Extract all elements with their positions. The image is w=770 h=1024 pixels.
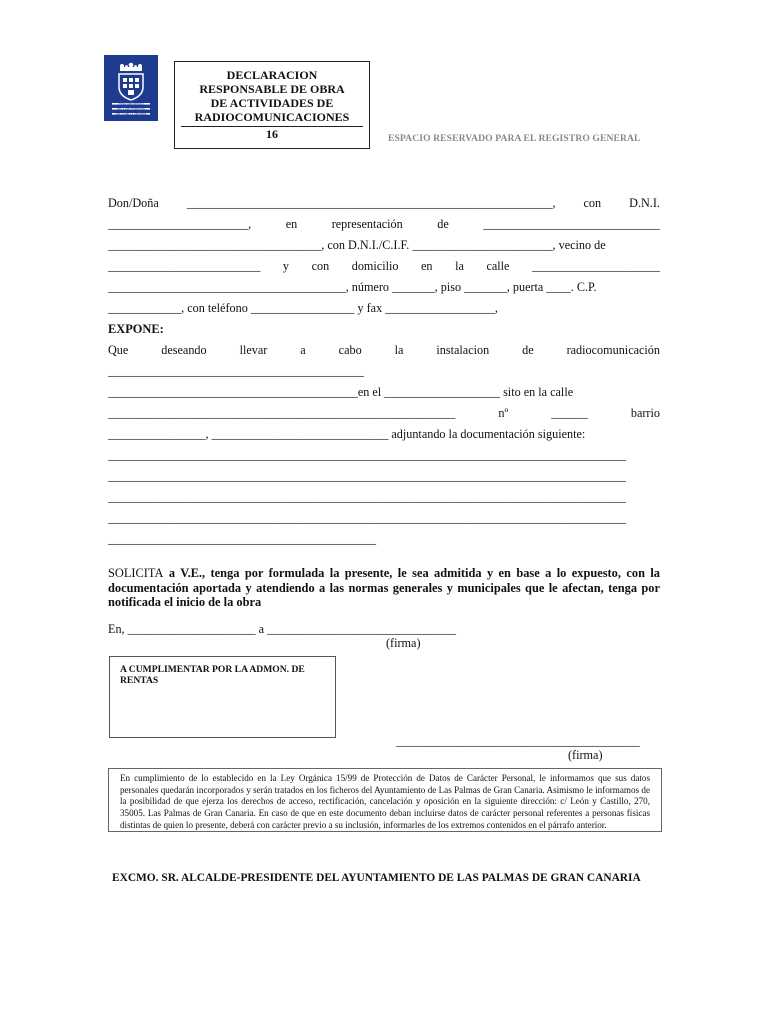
word: domicilio bbox=[351, 259, 399, 273]
word: en bbox=[421, 259, 433, 273]
form-line-street-number[interactable] bbox=[108, 406, 660, 421]
doc-blank-line-3[interactable] bbox=[108, 490, 660, 505]
blank[interactable]: _____________________________________________________________________________________ bbox=[108, 469, 626, 483]
name-blank[interactable]: ____________________________________________________________, bbox=[186, 196, 556, 210]
address-detail-text[interactable]: _______________________________________, número _______, piso _______, puerta ____. C.P. bbox=[108, 280, 597, 294]
form-line-cif[interactable] bbox=[108, 238, 660, 253]
street-blank[interactable]: _____________________ bbox=[532, 259, 660, 273]
blank[interactable]: _____________________________________________________________________________________ bbox=[108, 490, 626, 504]
place-date-line[interactable]: En, _____________________ a _______________________________ bbox=[108, 622, 457, 636]
word: llevar bbox=[239, 343, 268, 357]
word: radiocomunicación bbox=[566, 343, 660, 357]
installation-blank[interactable]: __________________________________________ bbox=[108, 364, 364, 378]
form-line-documentation[interactable] bbox=[108, 427, 660, 442]
data-protection-text: En cumplimiento de lo establecido en la Ley Orgánica 15/99 de Protección de Datos de Carácter Personal, le informamos que sus datos personales quedarán incorporados y serán tratados en los ficheros del Ayuntamiento de Las Palmas de Gran Canaria. Asimismo le informamos de la posibilidad de que ejerza los derechos de acceso, rectificación, cancelación y oposición en la siguiente dirección: c/ León y Castillo, 270, 35005. Las Palmas de Gran Canaria. En caso de que en este documento deban incluirse datos de carácter personal referentes a personas físicas distintas de quien lo presente, deberá con carácter previo a su inclusión, informarles de los extremos contenidos en el párrafo anterior. bbox=[120, 773, 650, 830]
form-line-location[interactable] bbox=[108, 385, 660, 400]
title-line-1: DECLARACION bbox=[226, 68, 318, 82]
label-dni: D.N.I. bbox=[629, 196, 660, 210]
word: a bbox=[300, 343, 306, 357]
word: la bbox=[455, 259, 464, 273]
word: y bbox=[282, 259, 289, 273]
number-blank[interactable]: ______ bbox=[551, 406, 588, 420]
word: calle bbox=[486, 259, 510, 273]
word: cabo bbox=[338, 343, 362, 357]
registry-reserved-label: ESPACIO RESERVADO PARA EL REGISTRO GENERAL bbox=[388, 133, 641, 144]
word: en bbox=[285, 217, 298, 231]
cif-line-text[interactable]: ___________________________________, con D.N.I./C.I.F. _______________________, vecino de bbox=[108, 238, 606, 252]
blank[interactable]: _____________________________________________________________________________________ bbox=[108, 448, 626, 462]
word: de bbox=[437, 217, 449, 231]
doc-blank-line-1[interactable] bbox=[108, 448, 660, 463]
label-don-dona: Don/Doña bbox=[108, 196, 159, 210]
admin-rentas-box[interactable] bbox=[109, 656, 336, 738]
word: la bbox=[394, 343, 404, 357]
word: nº bbox=[498, 406, 509, 420]
expone-heading: EXPONE: bbox=[108, 322, 164, 336]
solicita-text: a V.E., tenga por formulada la presente, le sea admitida y en base a lo expuesto, con la documentación aportada y atendiendo a las normas generales y municipales que le afectan, tenga por notificada el inicio de la obra bbox=[108, 566, 660, 609]
word: con bbox=[583, 196, 602, 210]
word: instalacion bbox=[436, 343, 490, 357]
form-line-address[interactable] bbox=[108, 259, 660, 274]
solicita-paragraph bbox=[108, 566, 660, 610]
doc-blank-line-2[interactable] bbox=[108, 469, 660, 484]
form-line-number[interactable] bbox=[108, 280, 660, 295]
logo-text: de Las Palmas bbox=[117, 106, 145, 111]
logo-text: Ayuntamiento bbox=[118, 101, 144, 106]
document-title-box bbox=[174, 61, 370, 149]
residence-blank[interactable]: _________________________ bbox=[108, 259, 261, 273]
word: deseando bbox=[161, 343, 207, 357]
signature-label-2: (firma) bbox=[568, 748, 603, 762]
word: de bbox=[522, 343, 534, 357]
word: con bbox=[311, 259, 330, 273]
street-blank[interactable]: _________________________________________________________ bbox=[108, 406, 456, 420]
title-line-4: RADIOCOMUNICACIONES bbox=[194, 110, 350, 124]
signature-label-1: (firma) bbox=[386, 636, 421, 650]
data-protection-notice bbox=[108, 768, 662, 832]
phone-fax-text[interactable]: ____________, con teléfono _________________ y fax __________________, bbox=[108, 301, 498, 315]
form-line-name[interactable] bbox=[108, 196, 660, 211]
city-logo bbox=[104, 55, 158, 121]
word: barrio bbox=[630, 406, 660, 420]
location-text[interactable]: _________________________________________en el ___________________ sito en la calle bbox=[108, 385, 574, 399]
word: Que bbox=[108, 343, 129, 357]
signature-line-2[interactable]: ________________________________________ bbox=[396, 734, 640, 748]
title-line-3: DE ACTIVIDADES DE bbox=[210, 96, 334, 110]
form-line-phone[interactable] bbox=[108, 301, 660, 316]
form-line-installation[interactable] bbox=[108, 364, 660, 379]
form-line-representation[interactable] bbox=[108, 217, 660, 232]
dni-blank[interactable]: _______________________, bbox=[108, 217, 252, 231]
doc-blank-line-5[interactable] bbox=[108, 532, 660, 547]
doc-blank-line-4[interactable] bbox=[108, 511, 660, 526]
blank[interactable]: ____________________________________________ bbox=[108, 532, 377, 546]
solicita-lead: SOLICITA bbox=[108, 566, 164, 580]
title-line-2: RESPONSABLE DE OBRA bbox=[199, 82, 345, 96]
admin-rentas-label: A CUMPLIMENTAR POR LA ADMON. DE RENTAS bbox=[120, 664, 305, 686]
representation-blank[interactable]: _____________________________ bbox=[483, 217, 660, 231]
documentation-text[interactable]: ________________, _____________________________ adjuntando la documentación siguiente: bbox=[108, 427, 586, 441]
word: representación bbox=[331, 217, 403, 231]
addressee: EXCMO. SR. ALCALDE-PRESIDENTE DEL AYUNTAMIENTO DE LAS PALMAS DE GRAN CANARIA bbox=[112, 872, 641, 884]
blank[interactable]: _____________________________________________________________________________________ bbox=[108, 511, 626, 525]
form-line-expone bbox=[108, 343, 660, 358]
form-number: 16 bbox=[181, 126, 363, 141]
logo-text: de Gran Canaria bbox=[115, 111, 147, 116]
